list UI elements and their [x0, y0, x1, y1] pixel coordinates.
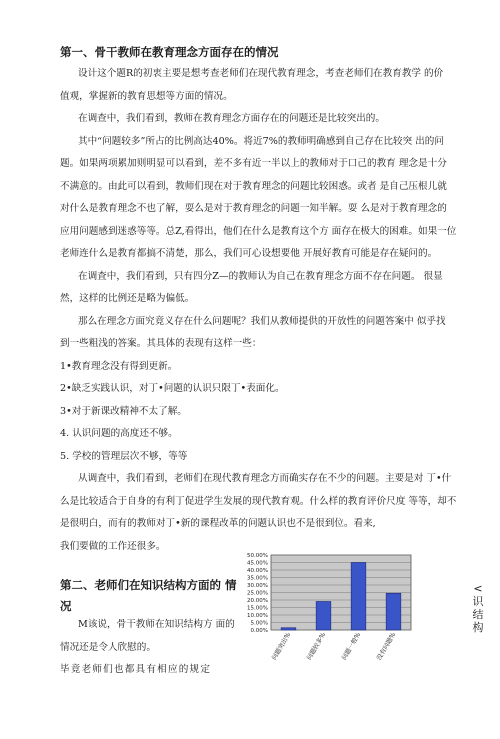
side-label	[470, 582, 486, 634]
y-tick-label: 30.00%	[247, 583, 268, 589]
bar	[386, 593, 401, 630]
section1-heading: 第一、骨干教师在教育理念方面存在的情况	[60, 45, 279, 59]
list-item: 4. 认识问题的高度还不够。	[60, 428, 178, 439]
bar	[281, 628, 296, 630]
paragraph-line: 情况还是令人欣慰的。	[60, 642, 156, 653]
y-tick-label: 20.00%	[247, 598, 268, 604]
list-item: 2•缺乏实践认识，对丁•问题的认识只限丁•表面化。	[60, 383, 285, 394]
paragraph-line: 值观，掌握新的教育思想等方面的情况。	[60, 91, 233, 102]
y-tick-label: 10.00%	[247, 613, 268, 619]
side-label-char: 结	[472, 608, 484, 621]
paragraph-line: 其中“问题较多”所占的比例高达40%。将近7%的教师明确感到自己存在比较突 出的问	[78, 136, 444, 147]
bar-chart	[238, 552, 446, 692]
x-tick-label: 问题较多%	[305, 631, 328, 662]
paragraph-line: 么是比较适合于自身的有利丁促进学生发展的现代教育观。什么样的教育评价尺度 等等，却不	[60, 496, 457, 507]
list-item: 5. 学校的管理层次不够，等等	[60, 451, 188, 462]
paragraph-line: 是很明白，而有的教师对丁•新的课程改革的问题认识也不是很到位。看来,	[60, 518, 376, 529]
side-label-char: <	[473, 582, 483, 595]
paragraph-line: 然，这样的比例还是略为偏低。	[60, 293, 195, 304]
list-item: 3•对于新课改精神不太了解。	[60, 406, 187, 417]
section2-heading-cont: 况	[60, 599, 72, 613]
paragraph-line: 我们要做的工作还很多。	[60, 541, 166, 552]
bar	[351, 563, 366, 631]
section2-heading: 第二、老师们在知识结构方面的 情	[60, 578, 237, 592]
list-item: 1•教育理念没有得到更新。	[60, 361, 178, 372]
y-tick-label: 35.00%	[247, 575, 268, 582]
chart-svg	[238, 552, 446, 692]
paragraph-line: 不满意的。由此可以看到，教师们现在对于教育理念的问题比较困惑。或者 是自己压根儿就	[60, 181, 447, 192]
y-tick-label: 5.00%	[250, 620, 268, 627]
x-tick-label: 问题一般%	[340, 631, 363, 662]
bar	[316, 602, 331, 631]
y-tick-label: 0.00%	[250, 628, 268, 634]
y-tick-label: 25.00%	[247, 590, 268, 597]
y-axis-ticks	[247, 553, 268, 634]
side-label-char: 构	[472, 621, 484, 634]
paragraph-line: 毕竟老师们也都具有相应的规定	[60, 664, 212, 675]
paragraph-line: 题。如果两项累加则明显可以看到，差不多有近一半以上的教师对于口己的教育 理念是十分	[60, 158, 447, 169]
paragraph-line: 应用问题感到迷惑等等。总Z,看得出，他们在什么是教育这个方 面存在极大的困难。如果一位	[60, 226, 457, 237]
paragraph-line: 从调査中，我们看到，老师们在现代教育理念方而确实存在不少的问题。主要是对 丁•什	[78, 473, 452, 484]
paragraph-line: 在调查中，我们看到，教师在教育理念方面存在的问题还是比较突出的。	[78, 113, 385, 124]
x-axis-ticks	[270, 631, 397, 662]
paragraph-line: 在调査中，我们看到，只有四分Z—的教师认为自己在教育理念方面不存在问题。 很显	[78, 271, 443, 282]
y-tick-label: 50.00%	[247, 553, 268, 559]
paragraph-line: 老师连什么是教育都搞不清楚，那么，我们可心设想要他 开展好教育可能是存在疑问的。	[60, 248, 438, 259]
paragraph-line: 设计这个题R的初衷主要是想考查老师们在现代教育理念，考查老师们在教育教学 的价	[78, 68, 444, 79]
paragraph-line: 对什么是教育理念不也了解，耍么是对于教育理念的问题一知半解。耍 么是对于教育理念的	[60, 203, 447, 214]
paragraph-line: 那么在理念方面究竟义存在什么问题呢？我们从教师提供的开放性的问题答案中 似乎找	[78, 316, 446, 327]
y-tick-label: 45.00%	[247, 560, 268, 567]
x-tick-label: 没有问题%	[375, 631, 398, 662]
paragraph-line: 到一些粗浅的答案。其具体的表现有这样一些：	[60, 338, 262, 349]
paragraph-line: M该说，骨干教师在知识结构方 面的	[78, 619, 235, 630]
x-tick-label: 问题突出%	[270, 631, 293, 662]
y-tick-label: 15.00%	[247, 605, 268, 612]
y-tick-label: 40.00%	[247, 568, 268, 574]
side-label-char: 识	[472, 595, 484, 608]
